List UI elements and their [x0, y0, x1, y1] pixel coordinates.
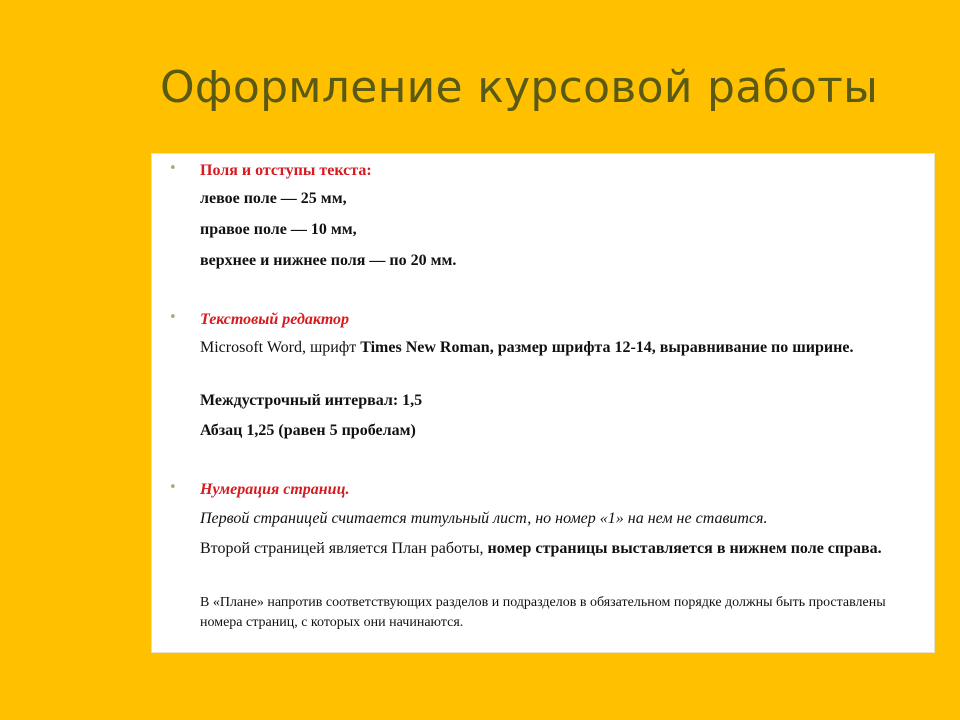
- editor-font-name: Times New Roman: [360, 339, 490, 356]
- second-page-plain: Второй страницей является План работы,: [200, 540, 488, 557]
- second-page-line: [200, 538, 910, 560]
- left-margin-line: левое поле — 25 мм,: [200, 190, 347, 207]
- editor-font-plain: Microsoft Word, шрифт: [200, 339, 361, 356]
- right-margin-line: правое поле — 10 мм,: [200, 221, 357, 238]
- editor-font-line: [200, 337, 910, 359]
- plan-page-numbers-line: В «Плане» напротив соответствующих разделов и подразделов в обязательном порядке должны быть проставлены номера страниц, с которых они начинаются.: [200, 595, 886, 630]
- first-page-line: Первой страницей считается титульный лист, но номер «1» на нем не ставится.: [200, 510, 768, 527]
- content-box: [151, 153, 935, 653]
- bullet-icon: •: [169, 310, 177, 325]
- top-bottom-margin-line: верхнее и нижнее поля — по 20 мм.: [200, 252, 457, 269]
- bullet-icon: •: [169, 480, 177, 495]
- slide-title: Оформление курсовой работы: [160, 62, 879, 113]
- bullet-icon: •: [169, 161, 177, 176]
- editor-font-size: , размер шрифта 12-14, выравнивание по ширине.: [489, 339, 854, 356]
- line-spacing-line: Междустрочный интервал: 1,5: [200, 392, 423, 409]
- second-page-bold: номер страницы выставляется в нижнем поле справа.: [487, 540, 882, 557]
- section-heading-text-editor: Текстовый редактор: [200, 311, 350, 328]
- paragraph-indent-line: Абзац 1,25 (равен 5 пробелам): [200, 422, 416, 439]
- section-heading-page-numbering: Нумерация страниц.: [200, 481, 350, 498]
- section-heading-margins: Поля и отступы текста:: [200, 162, 372, 179]
